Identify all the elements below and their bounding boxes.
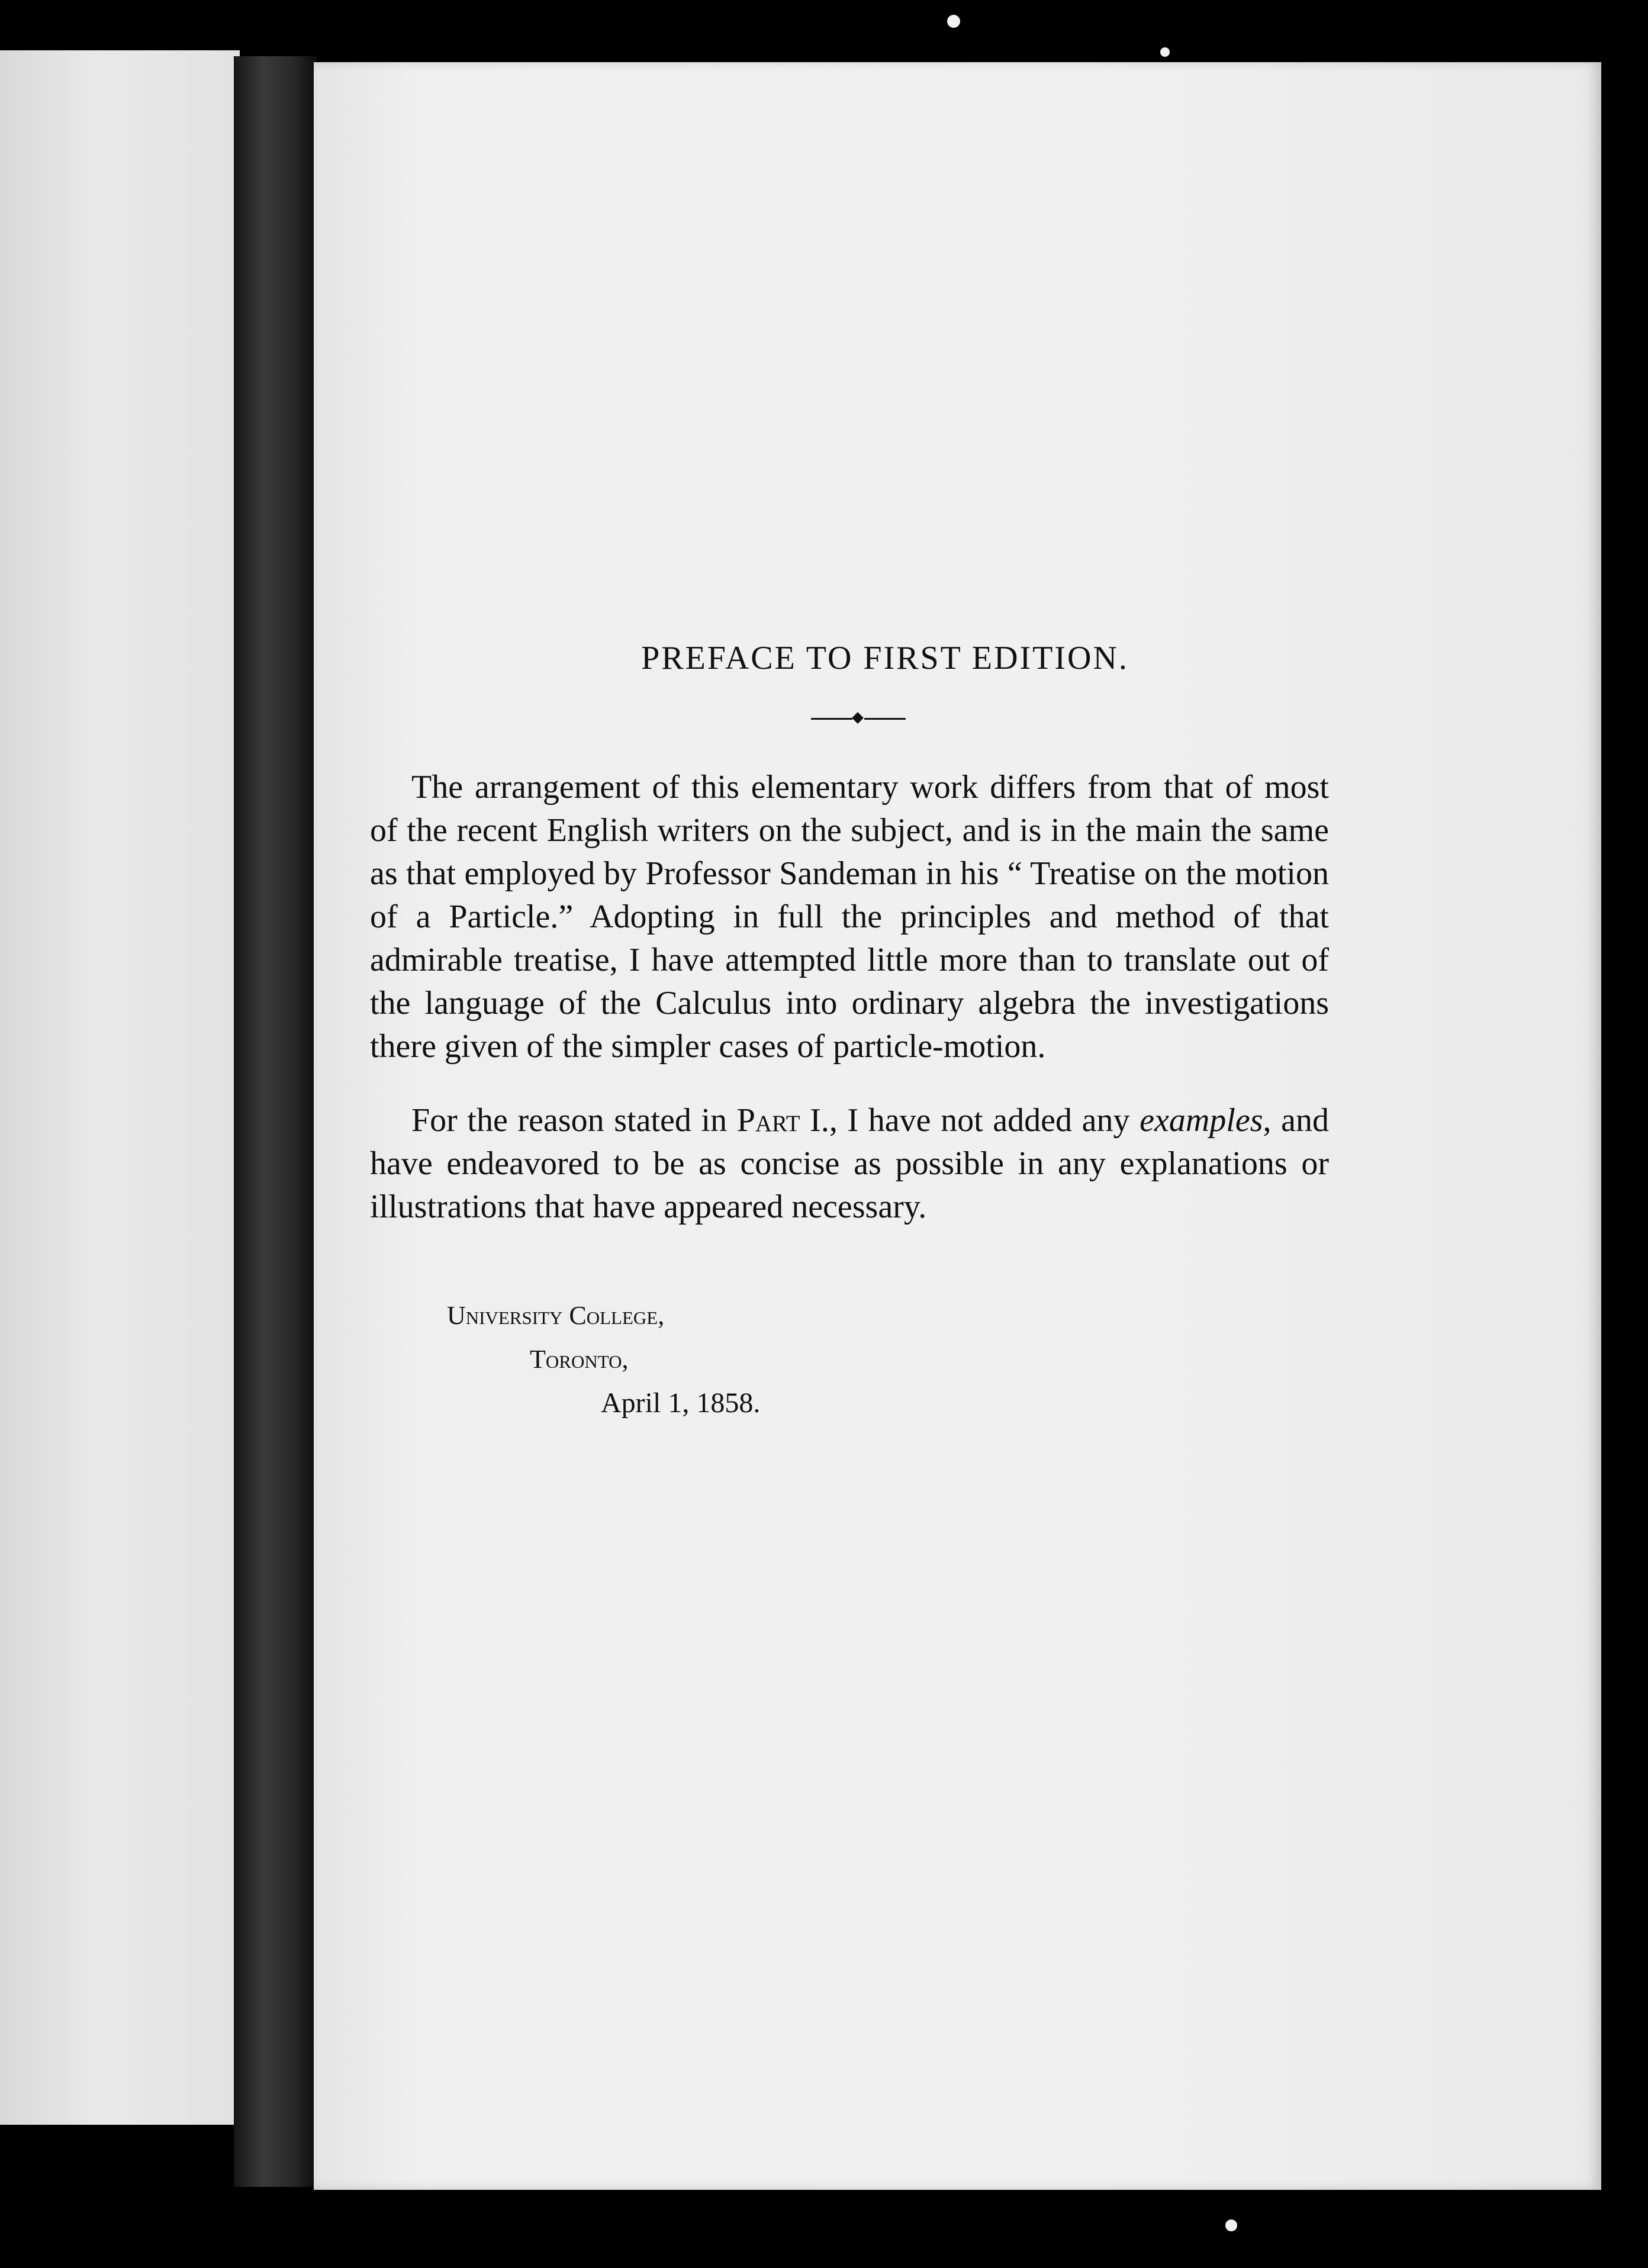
examples-emphasis: examples bbox=[1140, 1102, 1263, 1139]
preface-content bbox=[370, 639, 1329, 1425]
signature-institution: University College, bbox=[447, 1301, 665, 1330]
paragraph-2-text-a: For the reason stated in bbox=[411, 1102, 728, 1139]
signature-city: Toronto, bbox=[530, 1345, 629, 1374]
scan-speck bbox=[1160, 47, 1170, 57]
paragraph-2-text-c: , and have endeavored to be as concise as possible in any explanations or illustrations that have appeared necessary. bbox=[370, 1102, 1330, 1225]
scan-speck bbox=[1225, 2219, 1237, 2231]
page-title: PREFACE TO FIRST EDITION. bbox=[641, 640, 1129, 676]
preface-paragraph-2 bbox=[370, 1099, 1329, 1229]
signature-date: April 1, 1858. bbox=[601, 1387, 761, 1419]
paragraph-2-text-b: , I have not added any bbox=[829, 1102, 1130, 1139]
preface-paragraph-1: The arrangement of this elementary work differs from that of most of the recent English writers on the subject, and is in the main the same as that employed by Professor Sandeman in his “ Treatise on the motion of a Particle.” Adopting in full the principles and method of that admirable treatise, I have attempted little more than to translate out of the language of the Calculus into ordinary algebra the investigations there given of the simpler cases of particle-motion. bbox=[370, 769, 1329, 1065]
part-reference: Part I. bbox=[736, 1102, 829, 1139]
facing-page bbox=[0, 50, 240, 2125]
signature-block bbox=[370, 1294, 1329, 1425]
title-ornament bbox=[811, 713, 906, 724]
ornament-diamond-icon bbox=[852, 712, 864, 724]
scan-speck bbox=[947, 15, 960, 28]
binding-gutter bbox=[234, 56, 317, 2187]
ornament-rule-left bbox=[811, 718, 852, 720]
ornament-rule-right bbox=[864, 718, 906, 720]
